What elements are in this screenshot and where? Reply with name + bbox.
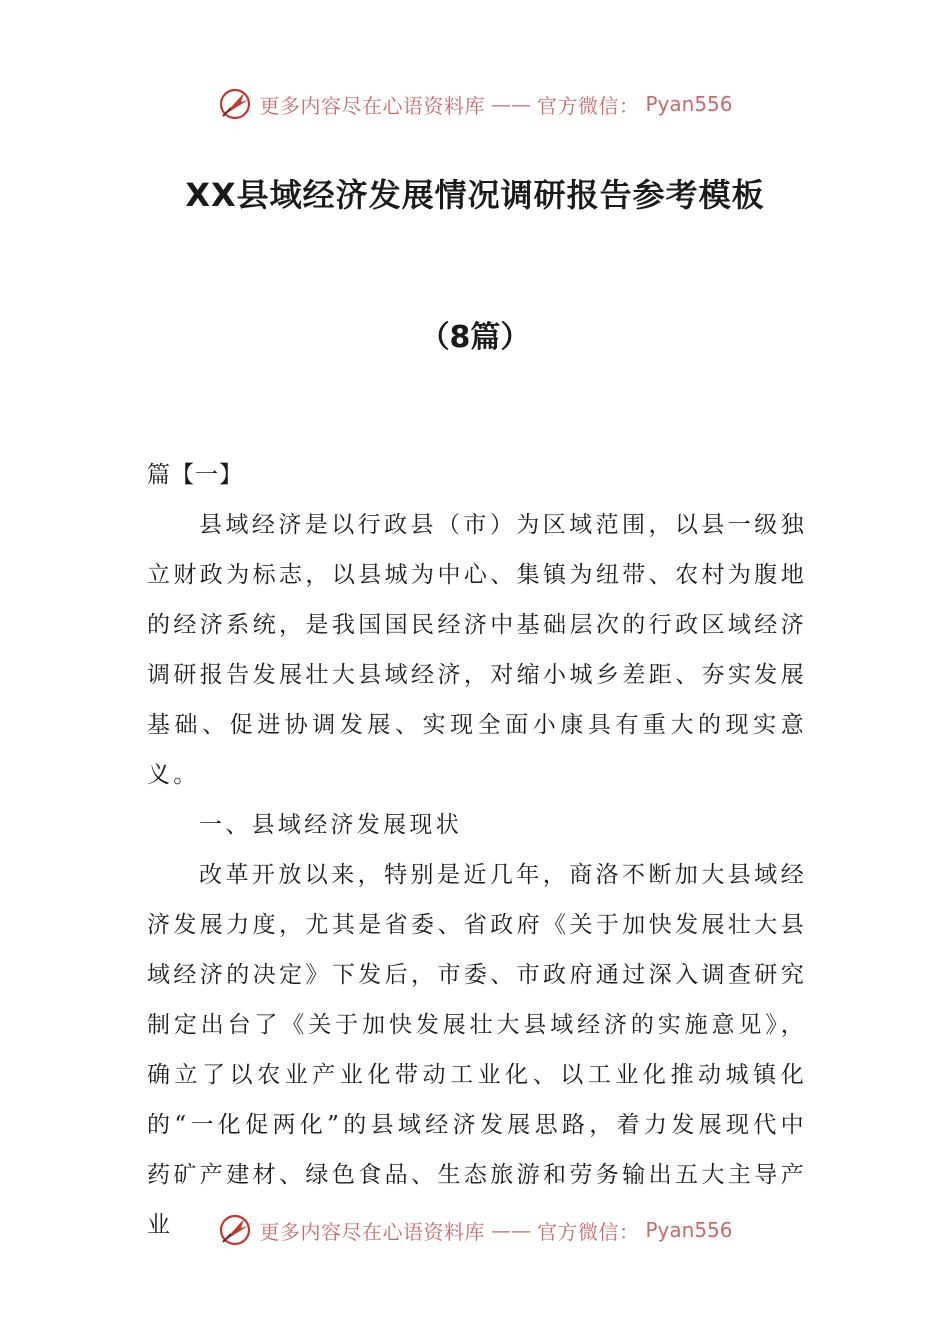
quill-logo-icon [217, 86, 253, 122]
watermark-text: 更多内容尽在心语资料库 [259, 93, 485, 118]
watermark-contact-label: 官方微信： [536, 1219, 640, 1244]
watermark-separator: —— [490, 92, 531, 116]
body-paragraph: 改革开放以来，特别是近几年，商洛不断加大县域经济发展力度，尤其是省委、省政府《关于加快发展壮大县域经济的决定》下发后，市委、市政府通过深入调查研究制定出台了《关于加快发展壮大县域经济的实施意见》，确立了以农业产业化带动工业化、以工业化推动城镇化的“一化促两化”的县域经济发展思路，着力发展现代中药矿产建材、绿色食品、生态旅游和劳务输出五大主导产业 [147, 862, 807, 1238]
footer-watermark [0, 1210, 950, 1250]
header-watermark [0, 84, 950, 124]
section-label: 篇【一】 [147, 462, 243, 488]
watermark-text: 更多内容尽在心语资料库 [259, 1219, 485, 1244]
quill-logo-icon [217, 1212, 253, 1248]
watermark-separator: —— [490, 1218, 531, 1242]
document-subtitle: （8篇） [419, 320, 531, 355]
watermark-contact-value: Pyan556 [645, 92, 733, 116]
document-body [147, 450, 807, 1250]
document-title: XX县域经济发展情况调研报告参考模板 [185, 176, 765, 214]
watermark-contact-label: 官方微信： [536, 93, 640, 118]
watermark-contact-value: Pyan556 [645, 1218, 733, 1242]
body-paragraph: 县域经济是以行政县（市）为区域范围，以县一级独立财政为标志，以县城为中心、集镇为纽带、农村为腹地的经济系统，是我国国民经济中基础层次的行政区域经济调研报告发展壮大县域经济，对缩小城乡差距、夯实发展基础、促进协调发展、实现全面小康具有重大的现实意义。 [147, 512, 807, 788]
section-heading: 一、县域经济发展现状 [199, 812, 462, 838]
